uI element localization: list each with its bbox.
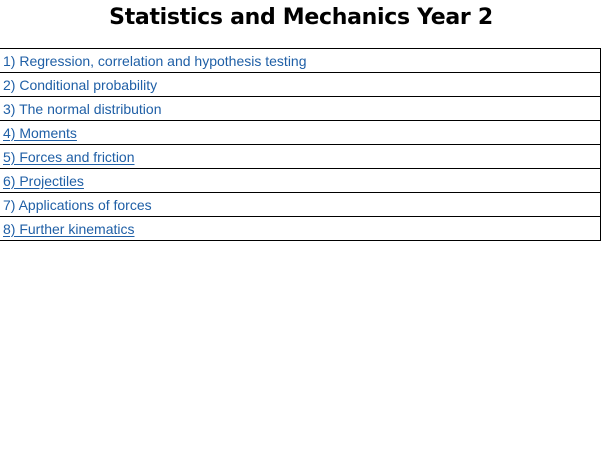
page-title: Statistics and Mechanics Year 2 bbox=[109, 5, 493, 30]
topic-link-moments[interactable]: 4) Moments bbox=[3, 124, 77, 141]
table-row bbox=[0, 97, 601, 121]
topic-cell bbox=[0, 97, 601, 121]
topic-link-projectiles[interactable]: 6) Projectiles bbox=[3, 172, 84, 189]
topic-link-conditional-probability[interactable]: 2) Conditional probability bbox=[3, 76, 158, 93]
topic-cell bbox=[0, 193, 601, 217]
table-row bbox=[0, 49, 601, 73]
topic-link-forces-and-friction[interactable]: 5) Forces and friction bbox=[3, 148, 135, 165]
topic-cell bbox=[0, 73, 601, 97]
topic-cell bbox=[0, 49, 601, 73]
table-row bbox=[0, 169, 601, 193]
topic-link-further-kinematics[interactable]: 8) Further kinematics bbox=[3, 220, 135, 237]
topic-link-regression-correlation-hypothesis-testing[interactable]: 1) Regression, correlation and hypothesis testing bbox=[3, 52, 307, 69]
table-row bbox=[0, 217, 601, 241]
topic-link-normal-distribution[interactable]: 3) The normal distribution bbox=[3, 100, 162, 117]
topic-cell bbox=[0, 217, 601, 241]
topic-cell bbox=[0, 121, 601, 145]
table-row bbox=[0, 145, 601, 169]
table-row bbox=[0, 121, 601, 145]
topic-link-applications-of-forces[interactable]: 7) Applications of forces bbox=[3, 196, 152, 213]
topic-table bbox=[0, 48, 601, 241]
topic-cell bbox=[0, 169, 601, 193]
table-row bbox=[0, 193, 601, 217]
table-row bbox=[0, 73, 601, 97]
topic-cell bbox=[0, 145, 601, 169]
